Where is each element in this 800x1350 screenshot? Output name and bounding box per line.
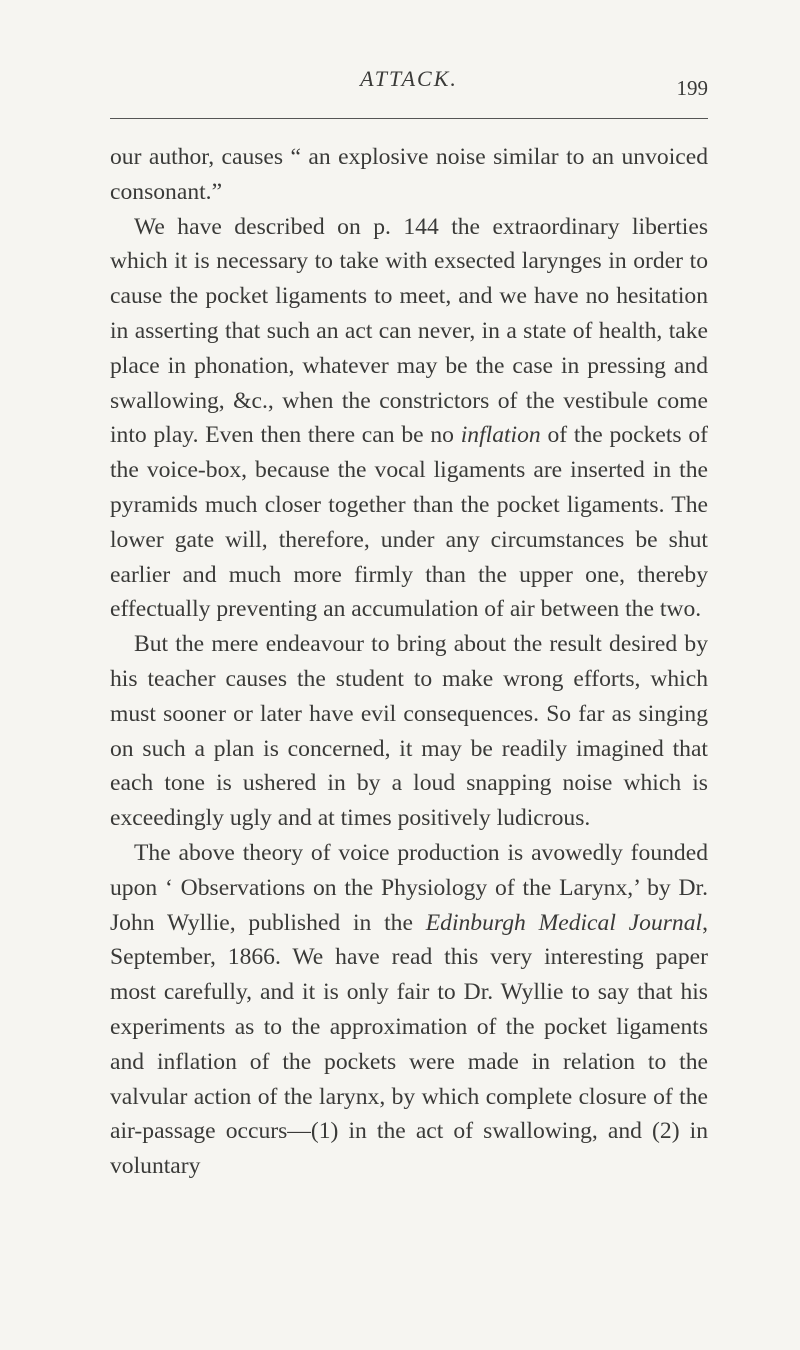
paragraph-1: our author, causes “ an explosive noise similar to an unvoiced consonant.” [110,144,708,205]
running-head [110,66,708,100]
paragraph-2-part-3: of the pockets of the voice-box, because the vocal ligaments are inserted in the pyramids much closer together than the pocket ligaments. The lower gate will, therefore, under any circumstances be shut earlier and much more firmly than the upper one, thereby effectually preventing an accumulation of air between the two. [110,422,708,623]
paragraph-2-part-1: We have described on p. 144 the extraordinary liberties which it is necessary to take with exsected larynges in order to cause the pocket ligaments to meet, and we have no hesitation in asserting that such an act can never, in a state of health, take place in phonation, whatever may be the case in pressing and swallowing, &c., when the constrictors of the vestibule come into play. Even then there can be no [110,213,708,449]
paragraph-4-part-3: , September, 1866. We have read this very interesting paper most carefully, and it is only fair to Dr. Wyllie to say that his experiments as to the approximation of the pocket ligaments and inflation of the pockets were made in relation to the valvular action of the larynx, by which complete closure of the air-passage occurs—(1) in the act of swallowing, and (2) in voluntary [110,909,708,1180]
paragraph-4-italic-journal: Edinburgh Medical Journal [425,909,703,936]
page-number: 199 [676,76,708,100]
paragraph-2-italic-inflation: inflation [460,422,541,449]
body-text [110,140,708,1184]
paragraph-2 [110,210,708,628]
header-rule [110,118,708,119]
paragraph-3: But the mere endeavour to bring about the result desired by his teacher causes the student to make wrong efforts, which must sooner or later have evil consequences. So far as singing on such a plan is concerned, it may be readily imagined that each tone is ushered in by a loud snapping noise which is exceedingly ugly and at times positively ludicrous. [110,631,708,832]
paragraph-4 [110,836,708,1184]
running-title: ATTACK. [360,66,458,91]
paragraph-4-part-1: The above theory of voice production is avowedly founded upon ‘ Observations on the Physiology of the Larynx,’ by Dr. John Wyllie, published in the [110,839,708,936]
